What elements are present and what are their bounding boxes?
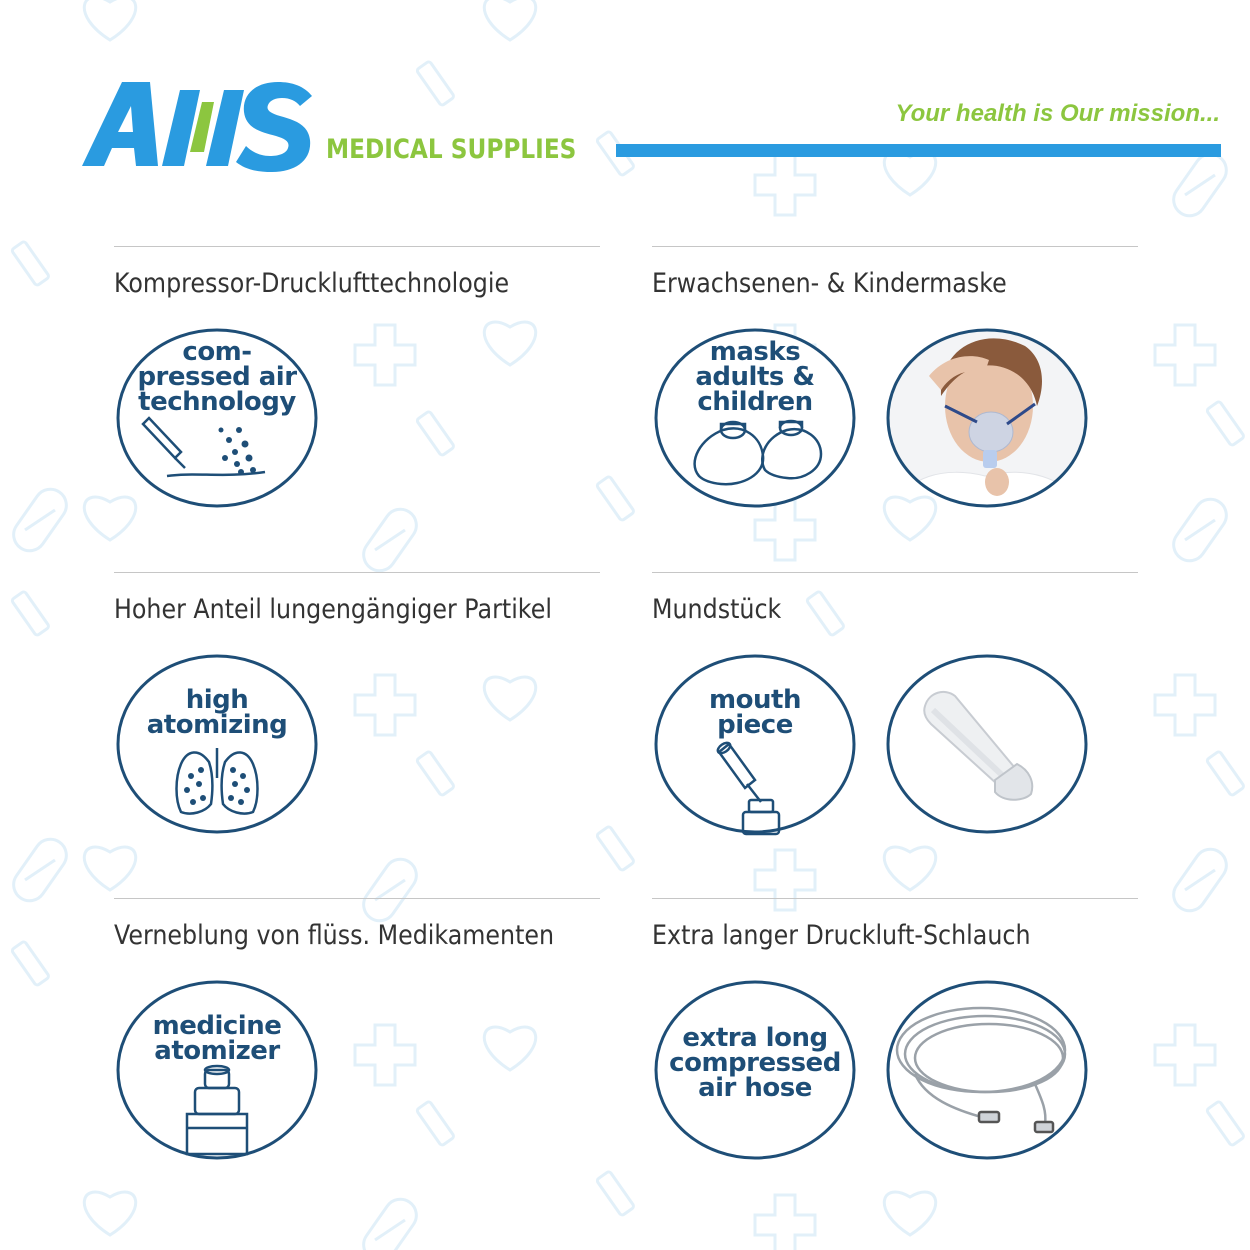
mouthpiece-photo xyxy=(885,652,1089,836)
badge-circle xyxy=(653,652,857,836)
badge-label: com- pressed air technology xyxy=(137,337,297,417)
mouthpiece-badge xyxy=(653,652,857,836)
divider xyxy=(652,898,1138,899)
high-atomizing-badge xyxy=(115,652,319,836)
feature-mouthpiece xyxy=(652,572,1142,872)
medicine-atomizer-badge xyxy=(115,978,319,1162)
air-hose-badge xyxy=(653,978,857,1162)
compressed-air-badge xyxy=(115,326,319,510)
brand-subtitle: MEDICAL SUPPLIES xyxy=(326,134,577,165)
feature-title: Verneblung von flüss. Medikamenten xyxy=(114,920,555,951)
feature-masks xyxy=(652,246,1142,546)
divider xyxy=(114,246,600,247)
feature-title: Kompressor-Drucklufttechnologie xyxy=(114,268,510,299)
header-bar xyxy=(616,144,1221,157)
divider xyxy=(652,572,1138,573)
badge-label: high atomizing xyxy=(146,685,288,740)
badge-circle xyxy=(115,652,319,836)
feature-title: Hoher Anteil lungengängiger Partikel xyxy=(114,594,552,625)
badge-label: masks adults & children xyxy=(695,337,815,417)
feature-title: Erwachsenen- & Kindermaske xyxy=(652,268,1007,299)
brand-tagline: Your health is Our mission... xyxy=(895,100,1220,127)
masks-badge xyxy=(653,326,857,510)
feature-high-atomizing xyxy=(114,572,604,872)
feature-compressor xyxy=(114,246,604,546)
woman-mask-photo xyxy=(885,326,1089,510)
badge-label: mouth piece xyxy=(709,685,801,740)
feature-title: Mundstück xyxy=(652,594,782,625)
air-hose-photo xyxy=(885,978,1089,1162)
divider xyxy=(114,572,600,573)
feature-title: Extra langer Druckluft-Schlauch xyxy=(652,920,1031,951)
divider xyxy=(652,246,1138,247)
divider xyxy=(114,898,600,899)
badge-label: extra long compressed air hose xyxy=(669,1023,841,1103)
badge-circle xyxy=(115,978,319,1162)
badge-label: medicine atomizer xyxy=(152,1011,282,1066)
ams-logo xyxy=(80,72,320,172)
feature-air-hose xyxy=(652,898,1142,1198)
feature-medicine-atomizer xyxy=(114,898,604,1198)
